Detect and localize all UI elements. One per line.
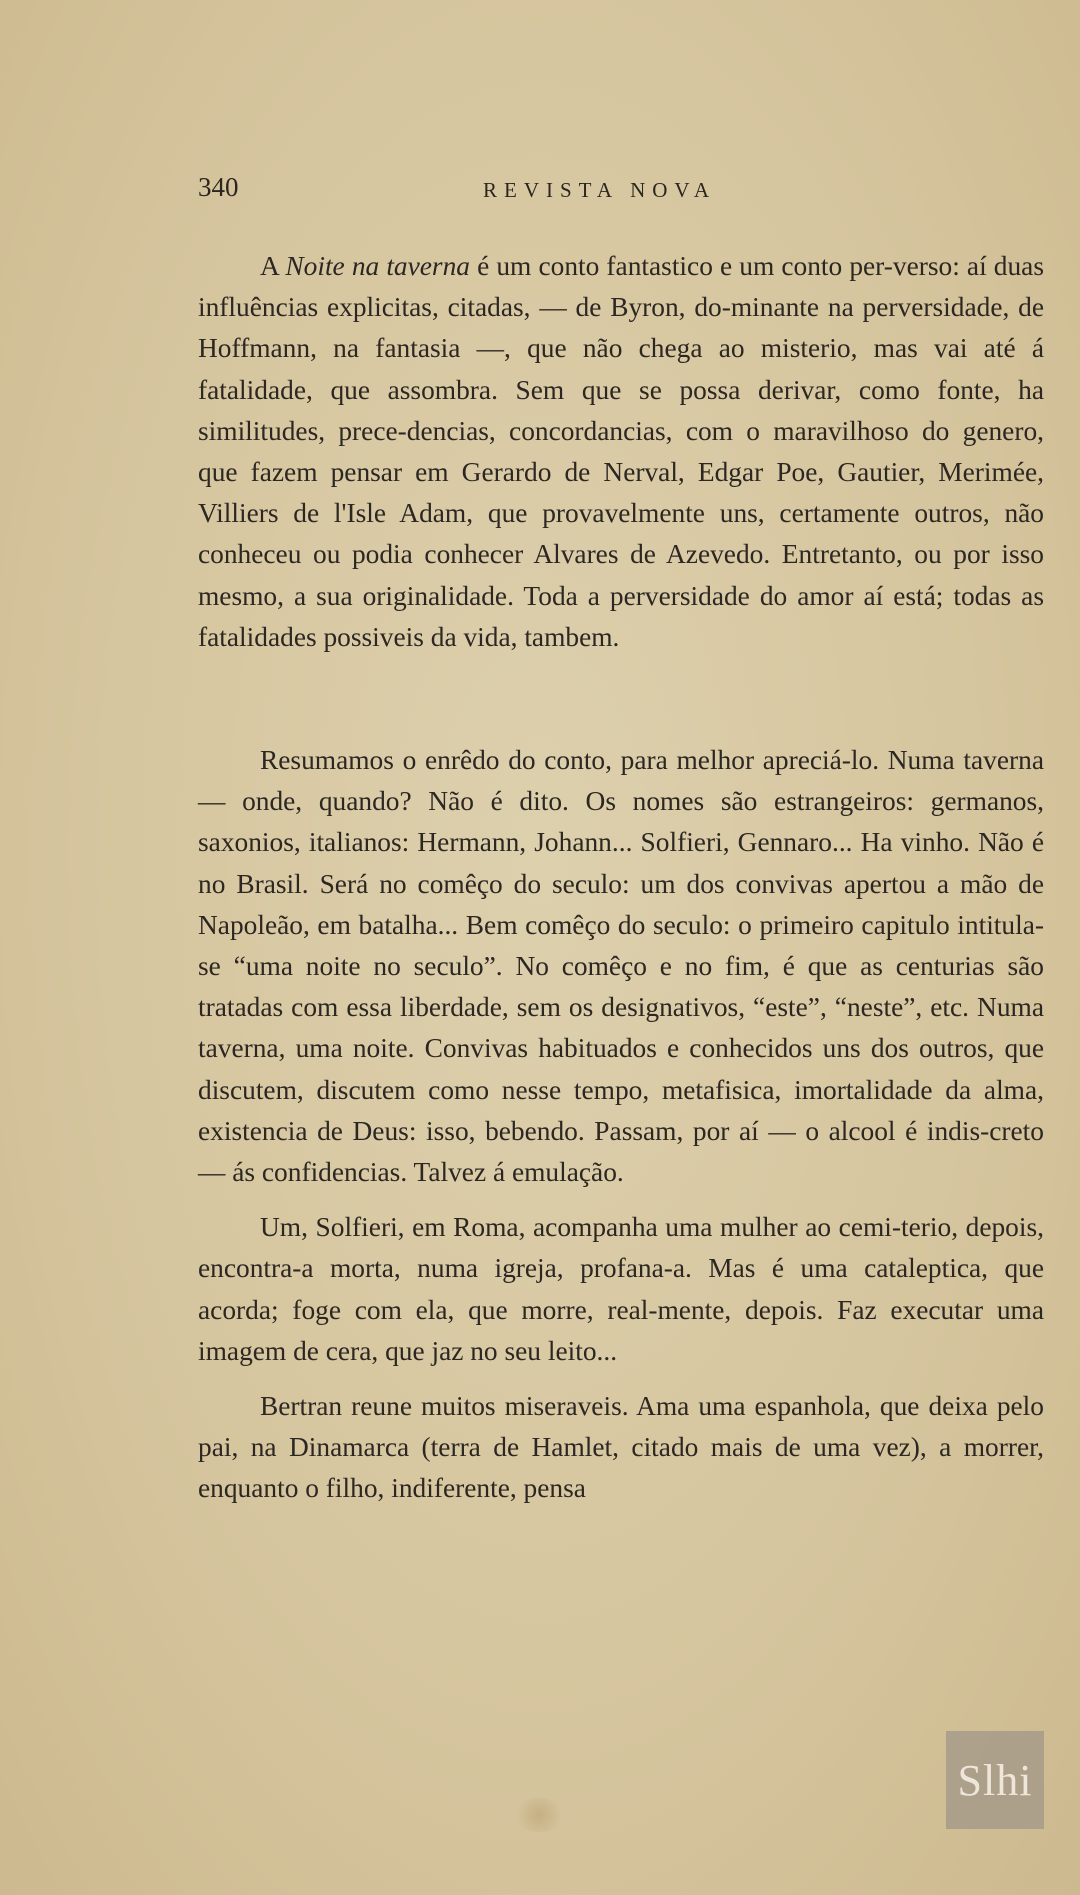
logo-text: Slhi bbox=[957, 1755, 1033, 1805]
library-logo-watermark bbox=[946, 1731, 1044, 1829]
paragraph-3: Um, Solfieri, em Roma, acompanha uma mulher ao cemi-terio, depois, encontra-a morta, numa igreja, profana-a. Mas é uma cataleptica, que acorda; foge com ela, que morre, real-mente, depois. Faz executar uma imagem de cera, que jaz no seu leito... bbox=[198, 1212, 1044, 1366]
work-title: Noite na taverna bbox=[285, 251, 470, 281]
paragraph-2: Resumamos o enrêdo do conto, para melhor apreciá-lo. Numa taverna — onde, quando? Não é dito. Os nomes são estrangeiros: germanos, saxonios, italianos: Hermann, Johann... Solfieri, Gennaro... Ha vinho. Não é no Brasil. Será no comêço do seculo: um dos convivas apertou a mão de Napoleão, em batalha... Bem comêço do seculo: o primeiro capitulo intitula-se “uma noite no seculo”. No comêço e no fim, é que as centurias são tratadas com essa liberdade, sem os designativos, “este”, “neste”, etc. Numa taverna, uma noite. Convivas habituados e conhecidos uns dos outros, que discutem, discutem como nesse tempo, metafisica, imortalidade da alma, existencia de Deus: isso, bebendo. Passam, por aí — o alcool é indis-creto — ás confidencias. Talvez á emulação. bbox=[198, 745, 1044, 1188]
paragraph-1 bbox=[198, 246, 1044, 658]
paragraph-1-text: é um conto fantastico e um conto per-verso: aí duas influências explicitas, citadas, — de Byron, do-minante na perversidade, de Hoffmann, na fantasia —, que não chega ao misterio, mas vai até á fatalidade, que assombra. Sem que se possa derivar, como fonte, ha similitudes, prece-dencias, concordancias, com o maravilhoso do genero, que fazem pensar em Gerardo de Nerval, Edgar Poe, Gautier, Merimée, Villiers de l'Isle Adam, que provavelmente uns, certamente outros, não conheceu ou podia conhecer Alvares de Azevedo. Entretanto, ou por isso mesmo, a sua originalidade. Toda a perversidade do amor aí está; todas as fatalidades possiveis da vida, tambem. bbox=[198, 251, 1044, 652]
paper-stain bbox=[512, 1798, 566, 1832]
paragraph-4: Bertran reune muitos miseraveis. Ama uma espanhola, que deixa pelo pai, na Dinamarca (terra de Hamlet, citado mais de uma vez), a morrer, enquanto o filho, indiferente, pensa bbox=[198, 1391, 1044, 1504]
paragraph-1-lead: A bbox=[260, 251, 286, 281]
page-number: 340 bbox=[198, 172, 239, 202]
journal-title: REVISTA NOVA bbox=[483, 178, 717, 202]
running-head bbox=[198, 172, 1044, 212]
article-body bbox=[198, 246, 1044, 1510]
